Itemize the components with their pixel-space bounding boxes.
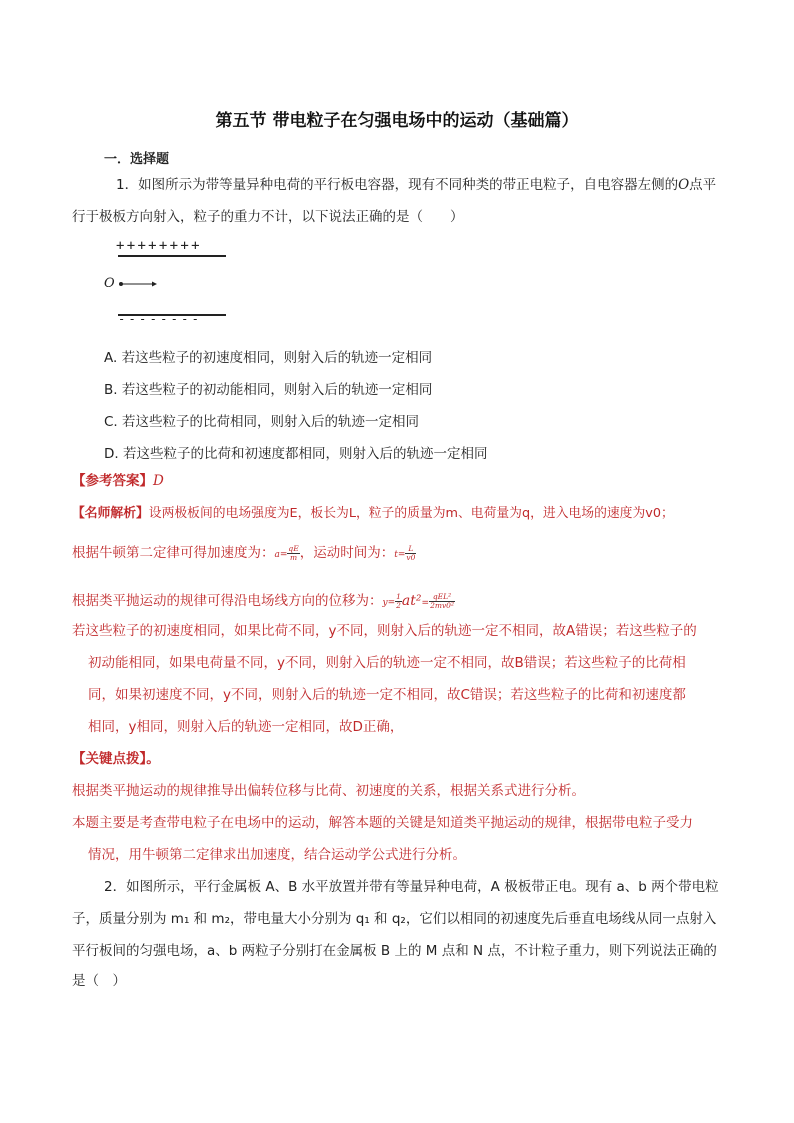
velocity-arrow-icon — [118, 279, 158, 289]
explain-line3: 同，如果初速度不同，y不同，则射入后的轨迹一定不相同，故C错误；若这些粒子的比荷和初速度都 — [88, 687, 686, 703]
q1-point-o: O — [678, 177, 690, 193]
disp-at2: at² — [401, 593, 422, 609]
analysis-line1 — [72, 500, 674, 527]
q1-stem-text-b: 点平 — [689, 177, 717, 193]
disp-line — [72, 588, 455, 617]
q1-stem-line1 — [116, 172, 716, 199]
analysis-text: 设两极板间的电场强度为E，板长为L，粒子的质量为m、电荷量为q，进入电场的速度为v0； — [148, 506, 674, 521]
summary-line2: 情况，用牛顿第二定律求出加速度，结合运动学公式进行分析。 — [88, 847, 466, 863]
explain-line4: 相同，y相同，则射入后的轨迹一定相同，故D正确， — [88, 719, 404, 735]
top-plate — [118, 255, 226, 257]
answer-value: D — [153, 473, 164, 489]
key-text: 根据类平抛运动的规律推导出偏转位移与比荷、初速度的关系，根据关系式进行分析。 — [72, 783, 585, 799]
page-title: 第五节 带电粒子在匀强电场中的运动（基础篇） — [215, 111, 579, 131]
accel-num: qE — [288, 543, 299, 553]
answer-label: 【参考答案】 — [72, 473, 153, 489]
q2-line4: 是（ ） — [72, 973, 126, 989]
disp-eq: = — [421, 598, 430, 608]
time-lhs: t= — [394, 550, 406, 560]
half-num: 1 — [396, 591, 401, 601]
disp-fraction — [429, 593, 455, 610]
accel-line — [72, 540, 416, 569]
summary-line1: 本题主要是考查带电粒子在电场中的运动，解答本题的关键是知道类平抛运动的规律，根据带电粒子受力 — [72, 815, 693, 831]
capacitor-figure — [104, 238, 232, 330]
option-a: A. 若这些粒子的初速度相同，则射入后的轨迹一定相同 — [104, 350, 433, 366]
plus-charges: ++++++++ — [116, 238, 202, 254]
origin-label: O — [104, 276, 115, 291]
accel-text: 根据牛顿第二定律可得加速度为： — [72, 545, 275, 561]
disp-den: 2mv0² — [430, 600, 454, 610]
half-fraction — [395, 593, 402, 610]
time-den: v0 — [406, 552, 416, 562]
accel-fraction — [287, 545, 299, 562]
option-c: C. 若这些粒子的比荷相同，则射入后的轨迹一定相同 — [104, 414, 420, 430]
time-fraction — [405, 545, 416, 562]
explain-line1: 若这些粒子的初速度相同，如果比荷不同，y不同，则射入后的轨迹一定不相同，故A错误；若这些粒子的 — [72, 623, 697, 639]
q2-line1: 2．如图所示，平行金属板 A、B 水平放置并带有等量异种电荷，A 极板带正电。现有 a、b 两个带电粒 — [104, 879, 719, 895]
half-den: 2 — [396, 600, 401, 610]
accel-den: m — [290, 552, 298, 562]
q2-line2: 子，质量分别为 m₁ 和 m₂，带电量大小分别为 q₁ 和 q₂，它们以相同的初速度先后垂直电场线从同一点射入 — [72, 911, 717, 927]
disp-text: 根据类平抛运动的规律可得沿电场线方向的位移为： — [72, 593, 383, 609]
key-label: 【关键点拨】。 — [72, 751, 160, 767]
q1-stem-text-a: 1．如图所示为带等量异种电荷的平行板电容器，现有不同种类的带正电粒子，自电容器左侧的 — [116, 177, 679, 193]
disp-lhs: y= — [382, 598, 396, 608]
explain-line2: 初动能相同，如果电荷量不同，y不同，则射入后的轨迹一定不相同，故B错误；若这些粒子的比荷相 — [88, 655, 686, 671]
disp-num: qEL² — [429, 593, 455, 602]
section-heading: 一．选择题 — [104, 152, 170, 167]
analysis-label: 【名师解析】 — [72, 506, 149, 521]
option-b: B. 若这些粒子的初动能相同，则射入后的轨迹一定相同 — [104, 382, 433, 398]
time-num: L — [405, 545, 416, 554]
accel-lhs: a= — [274, 550, 288, 560]
time-text: ，运动时间为： — [299, 545, 395, 561]
answer-line — [72, 468, 164, 495]
minus-charges: -------- — [118, 312, 203, 326]
q2-line3: 平行板间的匀强电场，a、b 两粒子分别打在金属板 B 上的 M 点和 N 点，不计粒子重力，则下列说法正确的 — [72, 943, 717, 959]
q1-stem-line2: 行于极板方向射入，粒子的重力不计，以下说法正确的是（ ） — [72, 209, 464, 225]
option-d: D. 若这些粒子的比荷和初速度都相同，则射入后的轨迹一定相同 — [104, 446, 488, 462]
